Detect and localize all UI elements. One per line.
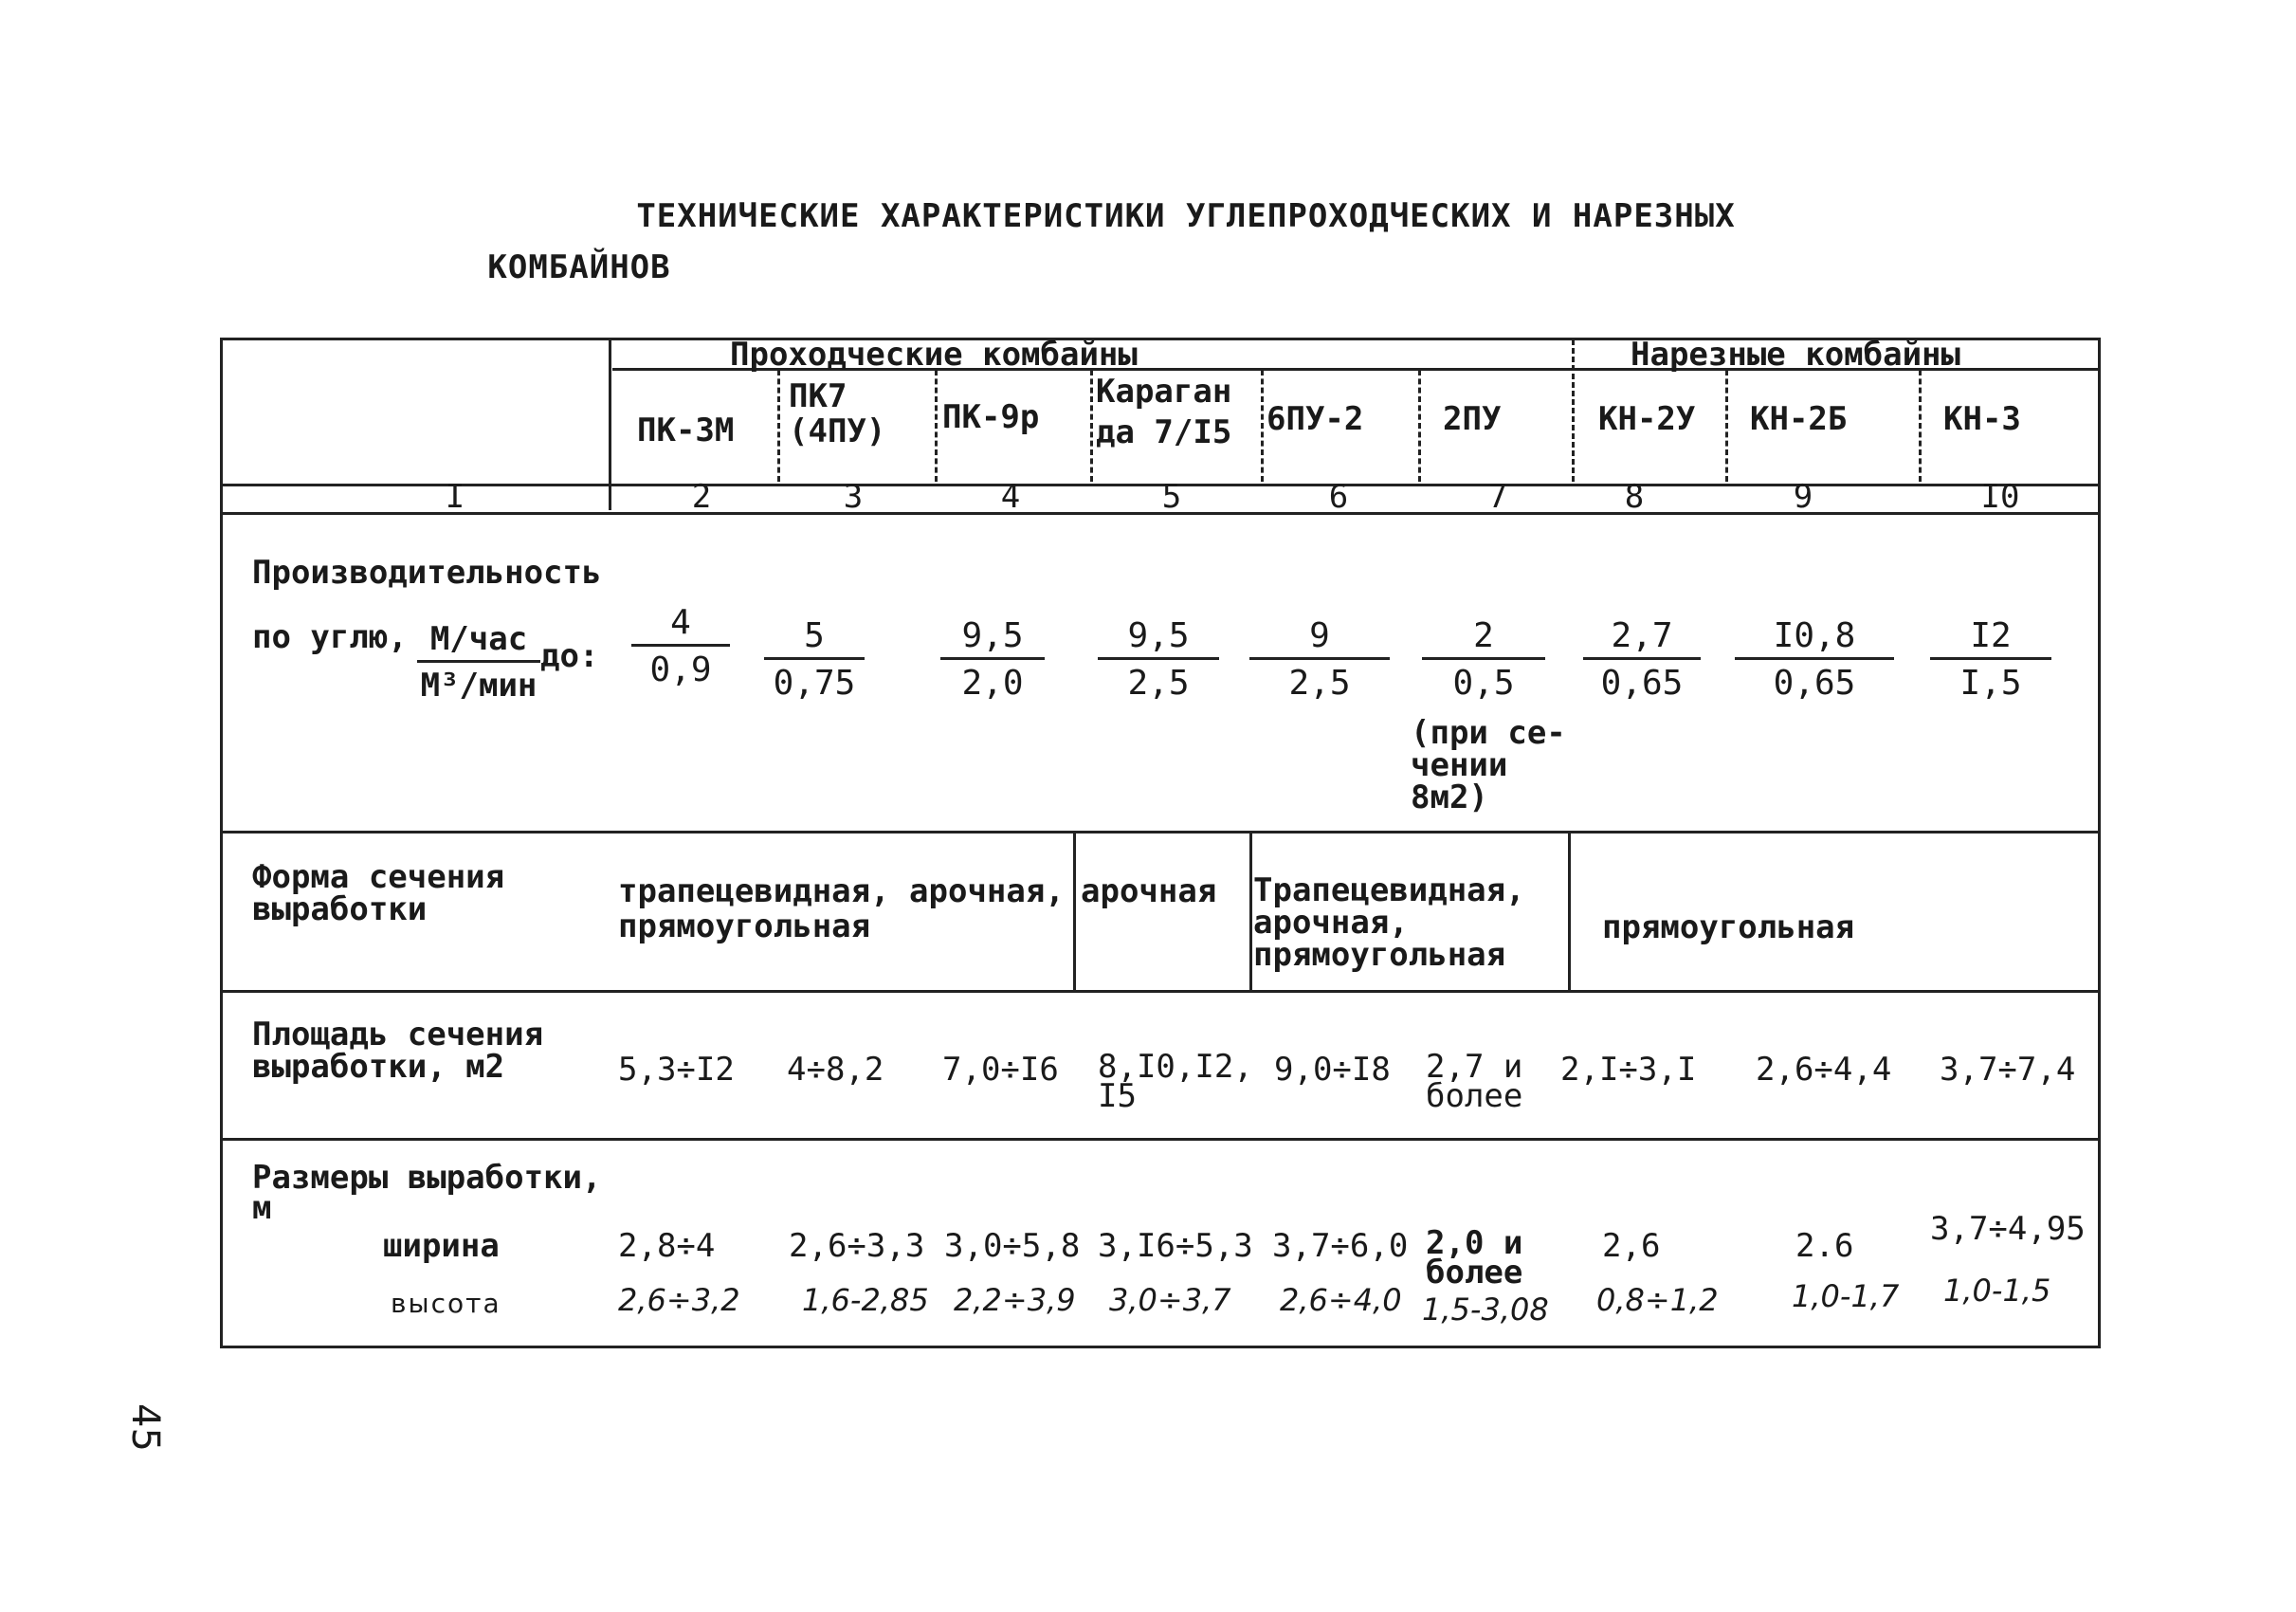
width-value: 3,I6÷5,3 [1098,1227,1253,1265]
machine-header: Караган да 7/I5 [1096,373,1232,451]
col-sep [609,339,611,510]
value-numerator: 9,5 [1098,616,1219,660]
productivity-value [940,616,1045,703]
area-value: 2,I÷3,I [1560,1051,1697,1089]
shape-value: прямоугольная [1602,908,1855,946]
value-denominator: 0,9 [649,650,712,689]
area-value: 9,0÷I8 [1274,1051,1391,1089]
value-numerator: 2,7 [1583,616,1701,660]
area-value: 5,3÷I2 [618,1051,735,1089]
value-denominator: 0,75 [773,664,856,703]
productivity-value [1735,616,1894,703]
machine-header: ПК-3М [637,412,735,449]
area-value: 2,7 и более [1426,1048,1523,1115]
machine-header: 6ПУ-2 [1266,400,1364,438]
productivity-unit [417,620,540,705]
col-number: 2 [691,478,712,516]
value-denominator: 2,5 [1288,664,1351,703]
value-numerator: I2 [1930,616,2051,660]
height-value: 1,6-2,85 [802,1282,929,1318]
value-numerator: I0,8 [1735,616,1894,660]
area-value: 3,7÷7,4 [1940,1051,2076,1089]
height-value: 1,0-1,5 [1943,1273,2051,1309]
width-label: ширина [383,1227,500,1265]
row-rule-2 [220,990,2098,993]
width-value: 3,0÷5,8 [944,1227,1081,1265]
height-value: 3,0÷3,7 [1109,1282,1231,1318]
value-numerator: 9,5 [940,616,1045,660]
col-number: I0 [1980,478,2020,516]
shape-label: Форма сечения выработки [252,858,505,928]
col-sep [1261,370,1264,482]
col-sep [777,370,780,482]
group-header-prohodcheskie: Проходческие комбайны [730,336,1138,374]
col-sep [1919,370,1922,482]
unit-denominator: М³/мин [420,667,538,705]
machine-header: ПК7 (4ПУ) [789,377,886,451]
col-number: 8 [1624,478,1645,516]
col-sep [1090,370,1093,482]
productivity-label: Производительность [252,554,602,592]
row-rule-3 [220,1138,2098,1141]
width-value: 2.6 [1795,1227,1854,1265]
value-numerator: 9 [1249,616,1390,660]
value-numerator: 2 [1422,616,1545,660]
width-value: 2,0 и более [1426,1224,1523,1291]
height-value: 1,0-1,7 [1792,1278,1900,1314]
col-sep [935,370,938,482]
group-header-nareznye: Нарезные комбайны [1631,336,1960,374]
area-value: 8,I0,I2, I5 [1098,1048,1253,1115]
productivity-suffix: до: [540,637,599,675]
shape-sep [1568,831,1571,992]
width-value: 3,7÷6,0 [1272,1227,1409,1265]
unit-numerator: М/час [417,620,540,663]
shape-value: арочная [1081,872,1217,910]
shape-sep [1249,831,1252,992]
row-rule-1 [220,831,2098,833]
productivity-value [1583,616,1701,703]
area-value: 2,6÷4,4 [1756,1051,1892,1089]
col-number: 3 [843,478,864,516]
page-number: 45 [123,1403,167,1452]
shape-value: Трапецевидная, арочная, прямоугольная [1253,871,1525,974]
value-denominator: 0,65 [1600,664,1684,703]
machine-header: ПК-9р [942,398,1040,436]
document-title: ТЕХНИЧЕСКИЕ ХАРАКТЕРИСТИКИ УГЛЕПРОХОДЧЕСКИХ И НАРЕЗНЫХ [636,197,1736,235]
col-sep [1418,370,1421,482]
productivity-value [764,616,865,703]
area-value: 7,0÷I6 [942,1051,1059,1089]
machine-header: 2ПУ [1443,400,1502,438]
value-denominator: I,5 [1959,664,2022,703]
col-number: 7 [1487,478,1508,516]
shape-sep [1073,831,1076,992]
value-numerator: 5 [764,616,865,660]
col-number: 6 [1328,478,1349,516]
productivity-value [1422,616,1545,703]
machine-header: КН-3 [1943,400,2021,438]
width-value: 2,6 [1602,1227,1661,1265]
area-label: Площадь сечения выработки, м2 [252,1016,544,1086]
col-number: 5 [1161,478,1182,516]
height-value: 2,6÷4,0 [1280,1282,1402,1318]
width-value: 2,8÷4 [618,1227,716,1265]
height-value: 2,2÷3,9 [954,1282,1076,1318]
col-sep [1572,339,1575,482]
document-title-line2: КОМБАЙНОВ [487,248,671,286]
productivity-value [631,603,730,689]
value-denominator: 2,5 [1127,664,1190,703]
col-number: 4 [1000,478,1021,516]
productivity-value [1249,616,1390,703]
height-label: высота [391,1288,501,1319]
dims-label: Размеры выработки, м [252,1159,602,1228]
height-value: 0,8÷1,2 [1596,1282,1719,1318]
value-denominator: 0,5 [1452,664,1515,703]
machine-header: КН-2Б [1750,400,1848,438]
value-numerator: 4 [631,603,730,647]
width-value: 3,7÷4,95 [1930,1210,2086,1248]
col-number: I [445,478,465,516]
height-value: 1,5-3,08 [1422,1291,1549,1328]
productivity-value [1930,616,2051,703]
width-value: 2,6÷3,3 [789,1227,925,1265]
area-value: 4÷8,2 [787,1051,884,1089]
shape-value: трапецевидная, арочная, прямоугольная [618,872,1065,946]
col-sep [1725,370,1728,482]
machine-header: КН-2У [1598,400,1696,438]
value-denominator: 0,65 [1773,664,1856,703]
productivity-value [1098,616,1219,703]
height-value: 2,6÷3,2 [618,1282,740,1318]
col-number: 9 [1793,478,1813,516]
productivity-note: (при се- чении 8м2) [1411,714,1566,816]
value-denominator: 2,0 [961,664,1024,703]
productivity-label-2: по углю, [252,618,408,656]
